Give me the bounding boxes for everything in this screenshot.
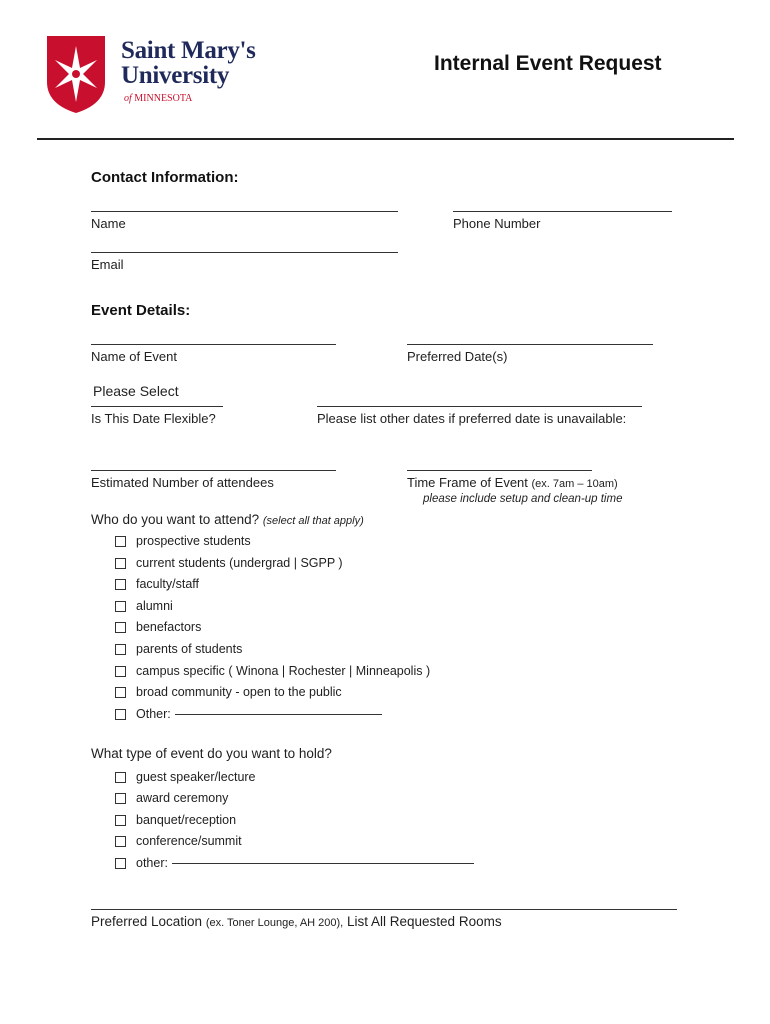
event-name-input-line[interactable] [91, 344, 336, 345]
event-type-option-label: conference/summit [136, 834, 242, 848]
timeframe-label-text: Time Frame of Event [407, 475, 528, 490]
star-shield-icon [45, 34, 107, 114]
location-suffix: List All Requested Rooms [347, 914, 502, 929]
attend-option-label: benefactors [136, 620, 202, 634]
attend-option[interactable] [115, 599, 173, 613]
event-type-option-label: banquet/reception [136, 813, 237, 827]
attend-option-other[interactable] [115, 707, 382, 721]
timeframe-note: please include setup and clean-up time [423, 493, 623, 505]
attend-option[interactable] [115, 642, 242, 656]
checkbox[interactable] [115, 666, 126, 677]
checkbox[interactable] [115, 536, 126, 547]
event-type-other-input-line[interactable] [172, 863, 474, 864]
checkbox[interactable] [115, 793, 126, 804]
attend-option-label: current students (undergrad | SGPP ) [136, 556, 343, 570]
logo-line-2: University [121, 62, 230, 89]
email-label: Email [91, 257, 124, 272]
event-type-option-other[interactable] [115, 856, 474, 870]
attend-option[interactable] [115, 685, 342, 699]
attend-option-label: broad community - open to the public [136, 685, 342, 699]
other-dates-label: Please list other dates if preferred date is unavailable: [317, 411, 627, 426]
checkbox[interactable] [115, 601, 126, 612]
attend-option[interactable] [115, 556, 343, 570]
attend-option-label: Other: [136, 707, 171, 721]
attendees-label: Estimated Number of attendees [91, 475, 274, 490]
attend-other-input-line[interactable] [175, 714, 382, 715]
attend-option[interactable] [115, 534, 251, 548]
logo-line-1: Saint Mary's [121, 37, 256, 64]
event-type-option-label: award ceremony [136, 791, 229, 805]
logo-minnesota: MINNESOTA [134, 93, 193, 104]
timeframe-input-line[interactable] [407, 470, 592, 471]
location-label-text: Preferred Location [91, 914, 203, 929]
timeframe-example: (ex. 7am – 10am) [531, 478, 618, 490]
timeframe-label [407, 475, 618, 490]
checkbox[interactable] [115, 558, 126, 569]
name-input-line[interactable] [91, 211, 398, 212]
contact-heading: Contact Information: [91, 169, 239, 186]
attend-option[interactable] [115, 620, 201, 634]
name-label: Name [91, 216, 126, 231]
event-type-option[interactable] [115, 770, 256, 784]
location-label [91, 914, 502, 929]
event-type-option[interactable] [115, 834, 242, 848]
checkbox[interactable] [115, 644, 126, 655]
attend-question [91, 512, 364, 527]
attend-option[interactable] [115, 577, 199, 591]
header-divider [37, 138, 734, 140]
attend-option-label: faculty/staff [136, 577, 199, 591]
attend-option-label: campus specific ( Winona | Rochester | Minneapolis ) [136, 664, 431, 678]
event-type-option[interactable] [115, 791, 228, 805]
checkbox[interactable] [115, 622, 126, 633]
attend-option[interactable] [115, 664, 430, 678]
other-dates-input-line[interactable] [317, 406, 642, 407]
date-flexible-label: Is This Date Flexible? [91, 411, 216, 426]
checkbox[interactable] [115, 687, 126, 698]
attend-question-note: (select all that apply) [262, 515, 364, 527]
checkbox[interactable] [115, 858, 126, 869]
event-heading: Event Details: [91, 302, 191, 319]
date-flexible-select-value: Please Select [93, 383, 179, 399]
location-input-line[interactable] [91, 909, 677, 910]
checkbox[interactable] [115, 579, 126, 590]
event-type-question: What type of event do you want to hold? [91, 746, 332, 761]
preferred-dates-label: Preferred Date(s) [407, 349, 508, 364]
preferred-dates-input-line[interactable] [407, 344, 653, 345]
phone-label: Phone Number [453, 216, 541, 231]
logo-of: of [124, 93, 132, 104]
event-type-option-label: guest speaker/lecture [136, 770, 256, 784]
location-example: (ex. Toner Lounge, AH 200), [205, 917, 344, 929]
attend-option-label: alumni [136, 599, 173, 613]
attend-option-label: parents of students [136, 642, 243, 656]
page-title: Internal Event Request [434, 52, 662, 75]
event-type-option-label: other: [136, 856, 168, 870]
checkbox[interactable] [115, 709, 126, 720]
attendees-input-line[interactable] [91, 470, 336, 471]
logo-line-3 [124, 93, 192, 104]
checkbox[interactable] [115, 772, 126, 783]
date-flexible-select[interactable] [91, 382, 223, 407]
email-input-line[interactable] [91, 252, 398, 253]
university-logo [45, 34, 275, 116]
checkbox[interactable] [115, 836, 126, 847]
event-name-label: Name of Event [91, 349, 177, 364]
attend-option-label: prospective students [136, 534, 251, 548]
phone-input-line[interactable] [453, 211, 672, 212]
event-type-option[interactable] [115, 813, 236, 827]
checkbox[interactable] [115, 815, 126, 826]
attend-question-text: Who do you want to attend? [91, 512, 260, 527]
